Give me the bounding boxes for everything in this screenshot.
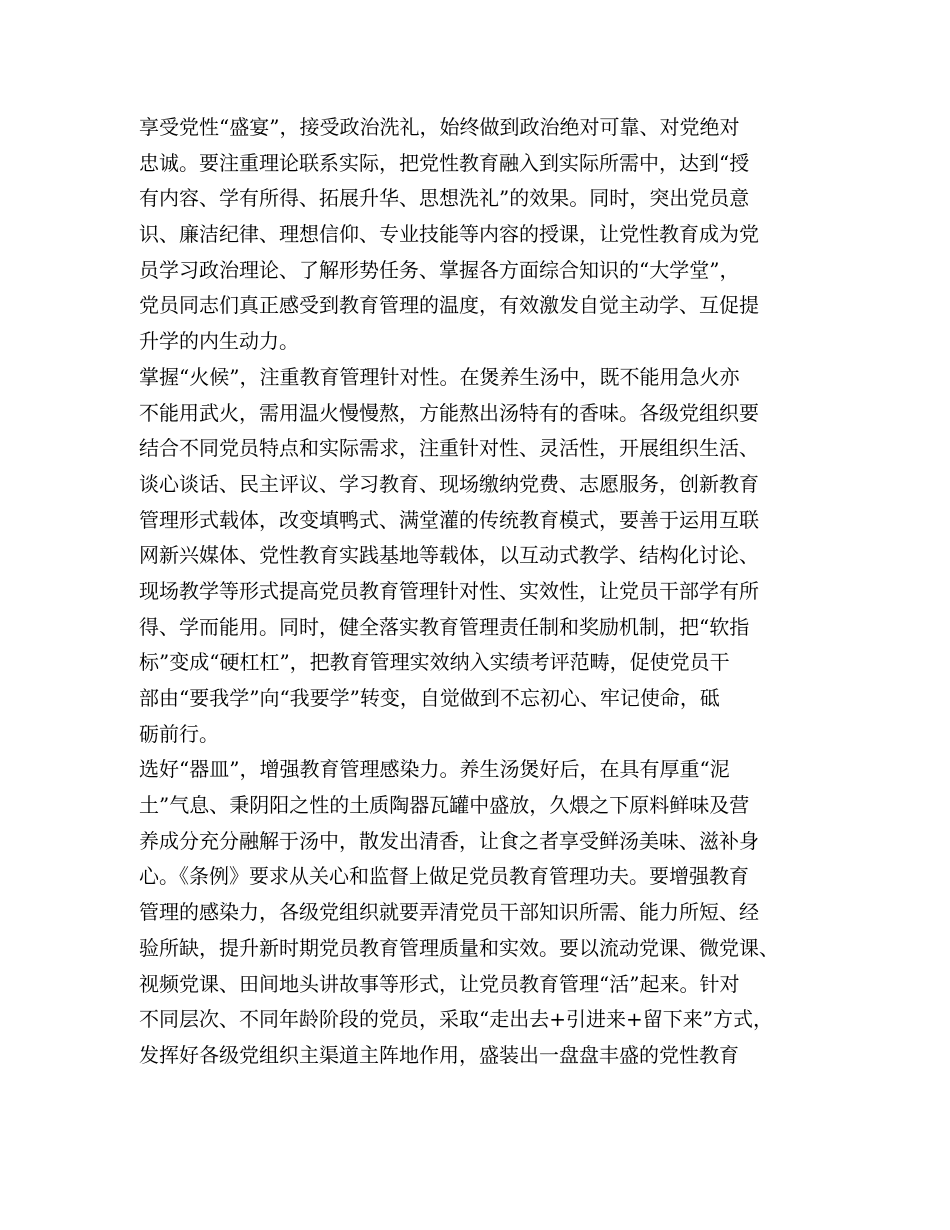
text-line: 不能用武火，需用温火慢慢熬，方能熬出汤特有的香味。各级党组织要 [139, 400, 759, 425]
text-line: 部由“要我学”向“我要学”转变，自觉做到不忘初心、牢记使命，砥 [139, 686, 720, 710]
text-line: 视频党课、田间地头讲故事等形式，让党员教育管理“活”起来。针对 [139, 971, 740, 996]
body-text [139, 110, 819, 1074]
text-line: 有内容、学有所得、拓展升华、思想洗礼”的效果。同时，突出党员意 [139, 186, 750, 211]
text-line: 忠诚。要注重理论联系实际，把党性教育融入到实际所需中，达到“授 [139, 150, 750, 175]
text-line: 标”变成“硬杠杠”，把教育管理实效纳入实绩考评范畴，促使党员干 [139, 650, 730, 675]
text-line: 享受党性“盛宴”，接受政治洗礼，始终做到政治绝对可靠、对党绝对 [139, 115, 740, 139]
text-line: 谈心谈话、民主评议、学习教育、现场缴纳党费、志愿服务，创新教育 [139, 471, 759, 496]
text-line: 升学的内生动力。 [139, 329, 299, 354]
text-line: 网新兴媒体、党性教育实践基地等载体，以互动式教学、结构化讨论、 [139, 543, 759, 568]
text-line: 发挥好各级党组织主渠道主阵地作用，盛装出一盘盘丰盛的党性教育 [139, 1042, 739, 1067]
text-line: 党员同志们真正感受到教育管理的温度，有效激发自觉主动学、互促提 [139, 293, 759, 318]
text-line: 养成分充分融解于汤中，散发出清香，让食之者享受鲜汤美味、滋补身 [139, 828, 759, 853]
text-line: 土”气息、秉阴阳之性的土质陶器瓦罐中盛放，久煨之下原料鲜味及营 [139, 793, 750, 818]
text-line: 掌握“火候”，注重教育管理针对性。在煲养生汤中，既不能用急火亦 [139, 364, 740, 389]
text-line: 识、廉洁纪律、理想信仰、专业技能等内容的授课，让党性教育成为党 [139, 222, 759, 247]
text-line: 结合不同党员特点和实际需求，注重针对性、灵活性，开展组织生活、 [139, 436, 759, 461]
text-line: 心。《条例》要求从关心和监督上做足党员教育管理功夫。要增强教育 [139, 864, 749, 889]
text-line: 不同层次、不同年龄阶段的党员，采取“走出去+引进来+留下来”方式， [139, 1007, 773, 1032]
text-line: 得、学而能用。同时，健全落实教育管理责任制和奖励机制，把“软指 [139, 614, 750, 639]
text-line: 验所缺，提升新时期党员教育管理质量和实效。要以流动党课、微党课、 [139, 935, 779, 960]
text-line: 砺前行。 [139, 721, 219, 746]
text-line: 现场教学等形式提高党员教育管理针对性、实效性，让党员干部学有所 [139, 578, 759, 603]
text-line: 选好“器皿”，增强教育管理感染力。养生汤煲好后，在具有厚重“泥 [139, 757, 730, 782]
text-line: 员学习政治理论、了解形势任务、掌握各方面综合知识的“大学堂”， [139, 257, 740, 282]
text-line: 管理形式载体，改变填鸭式、满堂灌的传统教育模式，要善于运用互联 [139, 507, 759, 532]
text-line: 管理的感染力，各级党组织就要弄清党员干部知识所需、能力所短、经 [139, 900, 759, 925]
